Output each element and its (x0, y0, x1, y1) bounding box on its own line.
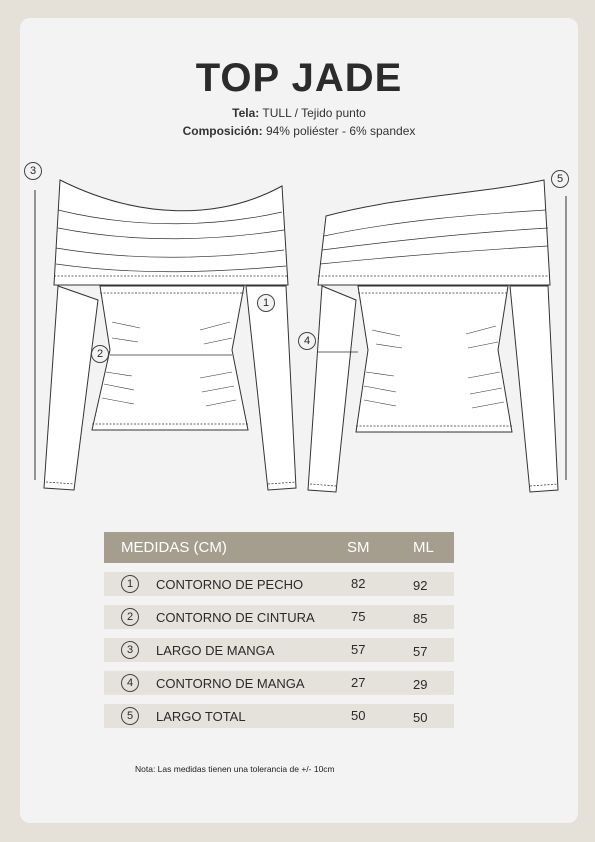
row-number: 2 (121, 608, 139, 626)
row-label: LARGO TOTAL (156, 709, 246, 724)
marker-1: 1 (257, 294, 275, 312)
header-medidas: MEDIDAS (CM) (121, 539, 227, 556)
front-view-drawing (44, 180, 296, 490)
back-view-drawing (308, 180, 558, 492)
row-ml: 92 (413, 578, 428, 593)
tolerance-note: Nota: Las medidas tienen una tolerancia de +/- 10cm (135, 764, 335, 774)
row-ml: 57 (413, 644, 428, 659)
row-ml: 85 (413, 611, 428, 626)
row-label: CONTORNO DE PECHO (156, 577, 304, 592)
composition-value: 94% poliéster - 6% spandex (265, 124, 416, 138)
row-sm: 57 (351, 642, 366, 657)
row-number: 3 (121, 641, 139, 659)
fabric-label: Tela: (232, 106, 260, 120)
marker-2: 2 (91, 345, 109, 363)
row-ml: 29 (413, 677, 428, 692)
marker-4: 4 (298, 332, 316, 350)
marker-5: 5 (551, 170, 569, 188)
measurements-table (104, 532, 454, 728)
header-ml: ML (413, 539, 434, 556)
row-sm: 50 (351, 708, 366, 723)
row-number: 1 (121, 575, 139, 593)
row-sm: 27 (351, 675, 366, 690)
row-sm: 82 (351, 576, 366, 591)
table-header (104, 532, 454, 563)
row-number: 4 (121, 674, 139, 692)
row-number: 5 (121, 707, 139, 725)
table-row (104, 638, 454, 662)
row-label: CONTORNO DE CINTURA (156, 610, 315, 625)
row-ml: 50 (413, 710, 428, 725)
table-row (104, 605, 454, 629)
row-label: LARGO DE MANGA (156, 643, 275, 658)
row-sm: 75 (351, 609, 366, 624)
page-title: TOP JADE (195, 56, 403, 100)
row-label: CONTORNO DE MANGA (156, 676, 305, 691)
table-row (104, 704, 454, 728)
table-row (104, 671, 454, 695)
header-sm: SM (347, 539, 370, 556)
marker-3: 3 (24, 162, 42, 180)
composition-label: Composición: (182, 124, 263, 138)
fabric-value: TULL / Tejido punto (262, 106, 366, 120)
table-row (104, 572, 454, 596)
